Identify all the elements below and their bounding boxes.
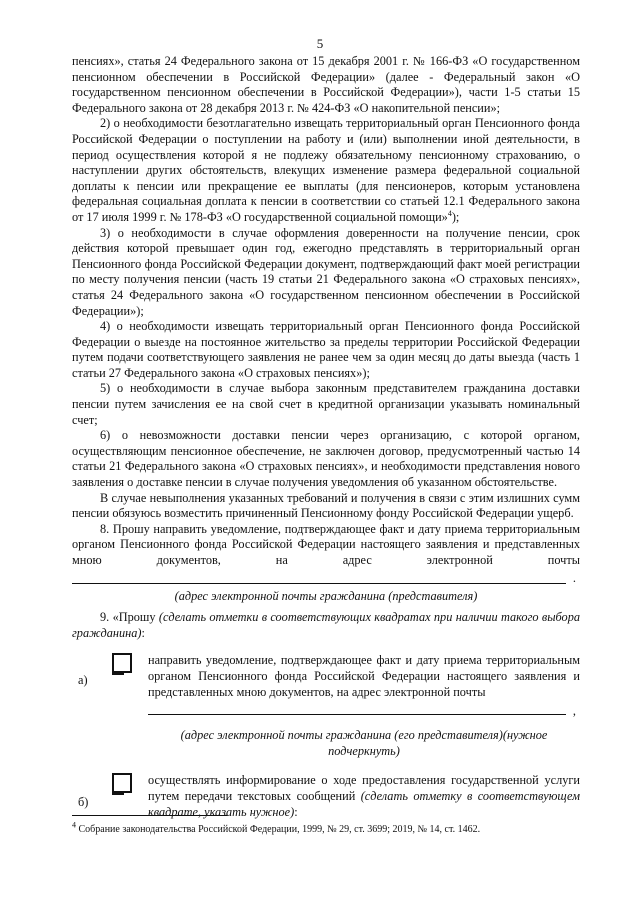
email-underline [72, 583, 566, 584]
option-a-line-end: , [572, 704, 576, 719]
option-a-checkbox[interactable] [112, 653, 132, 673]
footnote-text: Собрание законодательства Российской Федерации, 1999, № 29, ст. 3699; 2019, № 14, ст. 1462. [76, 824, 481, 835]
option-b-main: осуществлять информирование о ходе предоставления государственной услуги путем передачи текстовых сообщений [148, 773, 580, 803]
page-number: 5 [316, 36, 324, 51]
item9-prefix: 9. «Прошу [100, 610, 159, 625]
paragraph-item-9 [72, 610, 580, 641]
email-caption: (адрес электронной почты гражданина (представителя) [174, 588, 478, 603]
option-a-caption: (адрес электронной почты гражданина (его представителя)(нужное подчеркнуть) [180, 728, 548, 758]
paragraph-item-8: 8. Прошу направить уведомление, подтверждающее факт и дату приема территориальным органом Пенсионного фонда Российской Федерации настоящего заявления и представленных мною документов, на адрес электронной почты [72, 521, 580, 567]
item9-suffix: : [141, 625, 145, 640]
option-b [72, 773, 580, 820]
option-a [72, 653, 580, 759]
option-b-letter: б) [78, 795, 89, 810]
paragraph-item-3: 3) о необходимости в случае оформления доверенности на получение пенсии, срок действия которой превышает один год, ежегодно представлять в территориальный орган Пенсионного фонда Российской Федерации документ, подтверждающий факт моей регистрации по месту получения пенсии (часть 19 статьи 21 Федерального закона «О страховых пенсиях», статья 24 Федерального закона «О государственном пенсионном обеспечении в Российской Федерации»); [72, 225, 580, 318]
paragraph-item-4: 4) о необходимости извещать территориальный орган Пенсионного фонда Российской Федерации о выезде на постоянное жительство за пределы территории Российской Федерации путем подачи соответствующего заявления не ранее чем за один месяц до даты выезда (часть 1 статьи 27 Федерального закона «О страховых пенсиях»); [72, 319, 580, 380]
paragraph-item-2 [72, 116, 580, 225]
option-a-email-line[interactable] [148, 704, 580, 724]
footnote-mark: 4 [72, 820, 76, 830]
option-b-instruction: (сделать отметку в соответствующем квадрате, указать нужное) [148, 788, 580, 819]
paragraph-item-2-text: 2) о необходимости безотлагательно извещать территориальный орган Пенсионного фонда Российской Федерации о поступлении на работу и (или) выполнении иной деятельности, в период осуществления которой я не подлежу обязательному пенсионному страхованию, о наступлении других обстоятельств, влекущих изменение размера федеральной социальной доплаты к пенсии или прекращение ее выплаты (для пенсионеров, которым установлена федеральная социальная доплата к пенсии в соответствии со статьей 12.1 Федерального закона от 17 июля 1999 г. № 178-ФЗ «О государственной социальной помощи» [72, 116, 580, 224]
document-body [72, 54, 580, 820]
option-a-text: направить уведомление, подтверждающее факт и дату приема территориальным органом Пенсионного фонда Российской Федерации настоящего заявления и представленных мною документов, на адрес электронной почты [148, 653, 580, 699]
footnote-separator [72, 815, 227, 816]
option-b-suffix: : [294, 804, 298, 819]
option-a-letter: а) [78, 673, 88, 688]
footnote [72, 820, 592, 835]
email-line-end: . [572, 570, 576, 585]
option-a-underline [148, 714, 566, 715]
paragraph-liability: В случае невыполнения указанных требований и получения в связи с этим излишних сумм пенсии обязуюсь возместить причиненный Пенсионному фонду Российской Федерации ущерб. [72, 490, 580, 521]
option-b-checkbox[interactable] [112, 773, 132, 793]
paragraph-item-6: 6) о невозможности доставки пенсии через организацию, с которой органом, осуществляющим пенсионное обеспечение, не заключен договор, предусмотренный частью 14 статьи 21 Федерального закона «О страховых пенсиях», и необходимости представления нового заявления о доставке пенсии в случае получения уведомления об указанном обстоятельстве. [72, 428, 580, 490]
option-b-text [148, 773, 580, 820]
paragraph-item-5: 5) о необходимости в случае выбора законным представителем гражданина доставки пенсии путем зачисления ее на свой счет в кредитной организации указывать номинальный счет; [72, 381, 580, 427]
email-line[interactable] [72, 570, 580, 587]
paragraph-item-2-end: ); [451, 209, 460, 224]
footnote-ref: 4 [447, 208, 452, 218]
paragraph-continuation: пенсиях», статья 24 Федерального закона от 15 декабря 2001 г. № 166-ФЗ «О государственном пенсионном обеспечении в Российской Федерации» (далее - Федеральный закон «О государственном пенсионном обеспечении в Российской Федерации»), части 1-5 статьи 15 Федерального закона от 28 декабря 2013 г. № 424-ФЗ «О накопительной пенсии»; [72, 54, 580, 115]
item9-instruction: (сделать отметки в соответствующих квадратах при наличии такого выбора гражданина) [72, 610, 580, 640]
